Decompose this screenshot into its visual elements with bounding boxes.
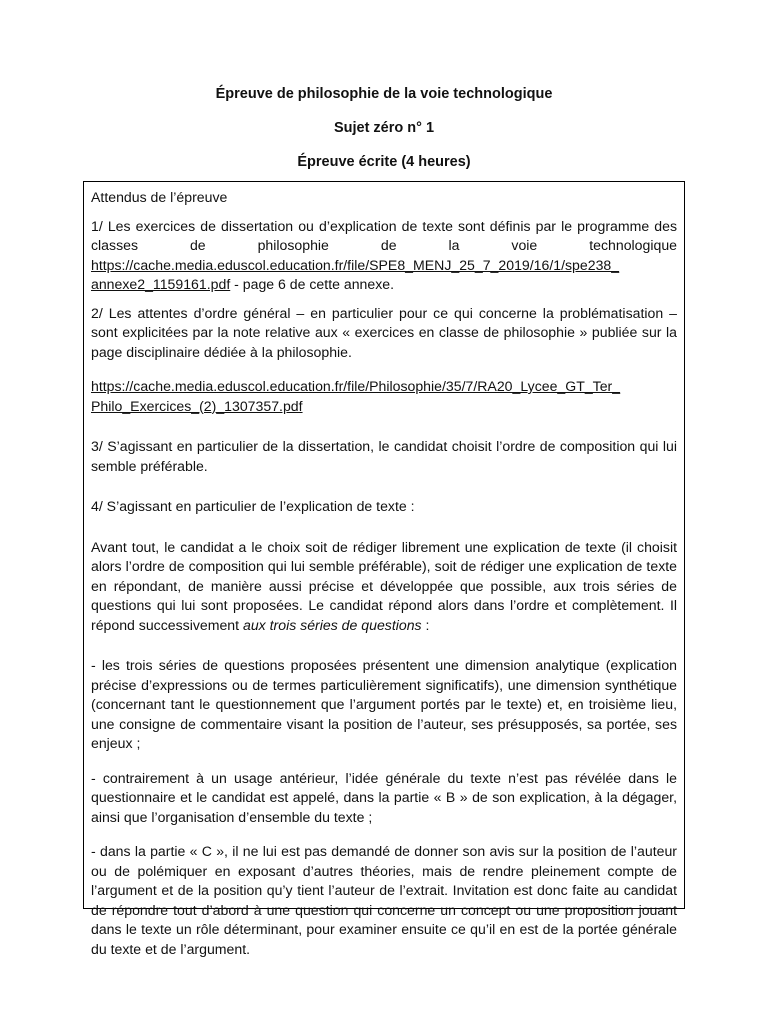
paragraph-5-text: Avant tout, le candidat a le choix soit de rédiger librement une explication de texte (il choisit alors l’ordre de composition qui lui semble préférable), soit de rédiger une explication de texte en répondant, de manière aussi précise et développée que possible, aux trois séries de questions qui lui sont proposées. Le candidat répond alors dans l’ordre et complètement. Il répond successivement bbox=[91, 538, 677, 633]
exercices-link-part1: https://cache.media.eduscol.education.fr/file/Philosophie/35/7/RA20_Lycee_GT_Ter_ bbox=[91, 378, 621, 394]
paragraph-5 bbox=[91, 538, 677, 636]
paragraph-8: - dans la partie « C », il ne lui est pas demandé de donner son avis sur la position de l’auteur ou de polémiquer en exposant d’autres théories, mais de rendre pleinement compte de l’argument et de la position qu’y tient l’auteur de l’extrait. Invitation est donc faite au candidat de répondre tout d’abord à une question qui concerne un concept ou une proposition jouant dans le texte un rôle déterminant, pour examiner ensuite ce qu’il en est de la portée générale du texte et de l’argument. bbox=[91, 843, 677, 957]
paragraph-7: - contrairement à un usage antérieur, l’idée générale du texte n’est pas révélée dans le questionnaire et le candidat est appelé, dans la partie « B » de son explication, à la dégager, ainsi que l’organisation d’ensemble du texte ; bbox=[91, 769, 677, 825]
expectations-box bbox=[83, 181, 685, 957]
document-title: Épreuve de philosophie de la voie technologique bbox=[215, 86, 553, 102]
exercices-link-part2: Philo_Exercices_(2)_1307357.pdf bbox=[91, 397, 303, 414]
paragraph-1 bbox=[91, 217, 677, 295]
paragraph-2: 2/ Les attentes d’ordre général – en particulier pour ce qui concerne la problématisation – sont explicitées par la note relative aux « exercices en classe de philosophie » publiée sur la page disciplinaire dédiée à la philosophie. bbox=[91, 304, 677, 360]
paragraph-3: 3/ S’agissant en particulier de la dissertation, le candidat choisit l’ordre de composition qui lui semble préférable. bbox=[91, 438, 677, 474]
box-heading: Attendus de l’épreuve bbox=[91, 189, 228, 205]
programme-link-part2: annexe2_1159161.pdf bbox=[91, 276, 231, 292]
programme-link-part1: https://cache.media.eduscol.education.fr/file/SPE8_MENJ_25_7_2019/16/1/spe238_ bbox=[91, 256, 620, 273]
paragraph-1-suffix: - page 6 de cette annexe. bbox=[230, 276, 395, 292]
exercices-link[interactable] bbox=[91, 378, 620, 414]
subject-number: Sujet zéro n° 1 bbox=[333, 120, 435, 136]
paragraph-6: - les trois séries de questions proposées présentent une dimension analytique (explication précise d’expressions ou de termes particulièrement significatifs), une dimension synthétique (concernant tant le questionnement que l’argument portés par le texte) et, en troisième lieu, une consigne de commentaire visant la position de l’auteur, ses présupposés, sa portée, ses enjeux ; bbox=[91, 657, 677, 751]
link-paragraph bbox=[91, 377, 677, 416]
paragraph-4: 4/ S’agissant en particulier de l’explication de texte : bbox=[91, 498, 415, 514]
paragraph-5-emphasis: aux trois séries de questions bbox=[242, 616, 422, 633]
exam-duration: Épreuve écrite (4 heures) bbox=[297, 154, 471, 170]
paragraph-5-end: : bbox=[421, 616, 430, 633]
paragraph-1-text: 1/ Les exercices de dissertation ou d’explication de texte sont définis par le programme des classes de philosophie de la voie technologique bbox=[91, 217, 677, 253]
